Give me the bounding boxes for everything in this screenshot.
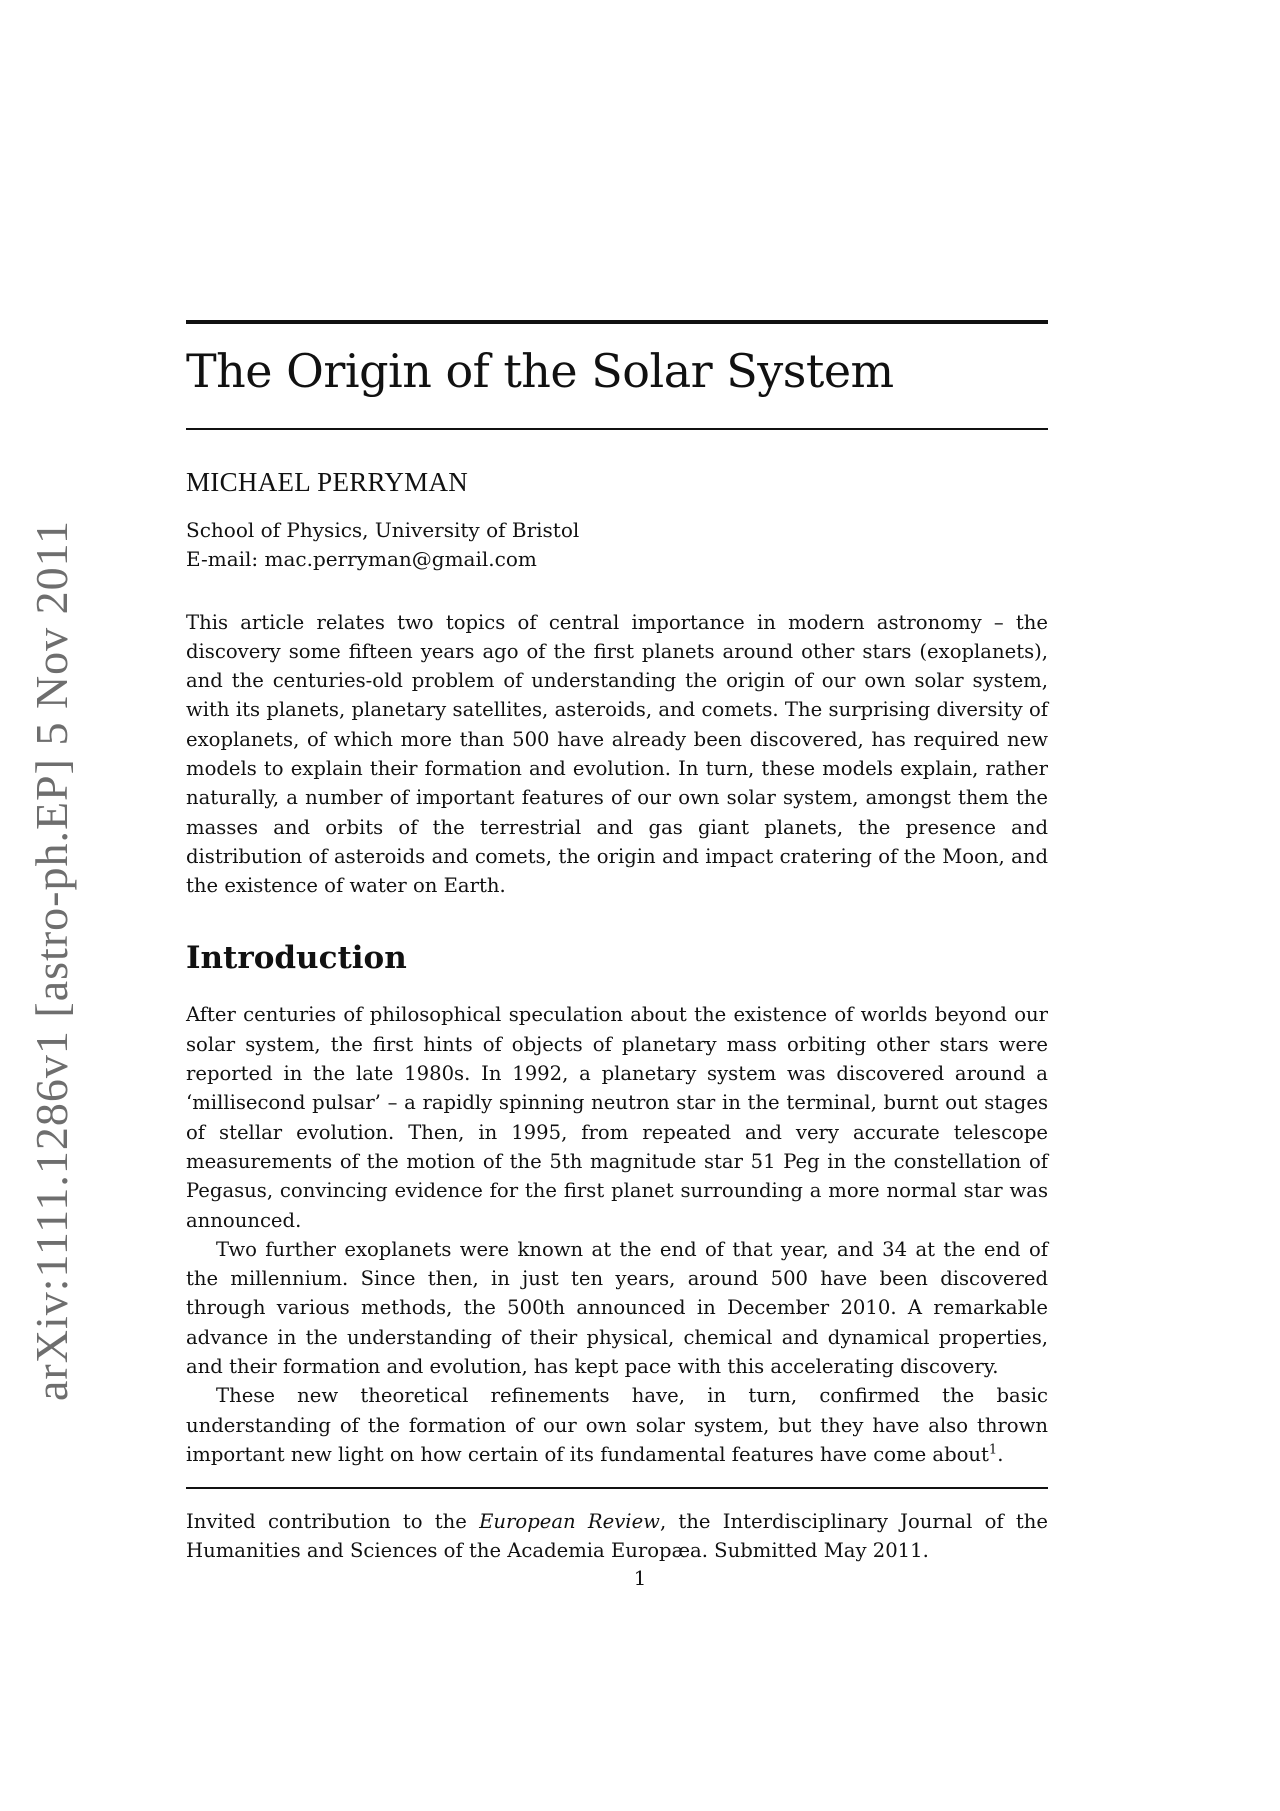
paragraph-3-text: These new theoretical refinements have, in turn, confirmed the basic understanding of the formation of our own solar system, but they have also thrown important new light on how certain of its fundamental features have come about xyxy=(186,1384,1048,1466)
arxiv-side-stamp xyxy=(6,519,96,1401)
footnote xyxy=(186,1507,1048,1566)
affiliation-block xyxy=(186,516,1048,574)
footnote-rule xyxy=(186,1487,1048,1489)
footnote-journal: European Review xyxy=(479,1509,660,1533)
paragraph-3-end: . xyxy=(997,1442,1004,1466)
introduction-body xyxy=(186,1000,1048,1469)
affiliation-email: E-mail: mac.perryman@gmail.com xyxy=(186,546,537,571)
affiliation-institution: School of Physics, University of Bristol xyxy=(186,517,580,542)
paragraph-1: After centuries of philosophical speculation about the existence of worlds beyond our solar system, the first hints of objects of planetary mass orbiting other stars were reported in the late 1980s. In 1992, a planetary system was discovered around a ‘millisecond pulsar’ – a rapidly spinning neutron star in the terminal, burnt out stages of stellar evolution. Then, in 1995, from repeated and very accurate telescope measurements of the motion of the 5th magnitude star 51 Peg in the constellation of Pegasus, convincing evidence for the first planet surrounding a more normal star was announced. xyxy=(186,1003,1048,1232)
footnote-prefix: Invited contribution to the xyxy=(186,1509,480,1533)
abstract: This article relates two topics of central importance in modern astronomy – the discovery some fifteen years ago of the first planets around other stars (exoplanets), and the centuries-old problem of understanding the origin of our own solar system, with its planets, planetary satellites, asteroids, and comets. The surprising diversity of exoplanets, of which more than 500 have already been discovered, has required new models to explain their formation and evolution. In turn, these models explain, rather naturally, a number of important features of our own solar system, amongst them the masses and orbits of the terrestrial and gas giant planets, the presence and distribution of asteroids and comets, the origin and impact cratering of the Moon, and the existence of water on Earth. xyxy=(186,610,1048,898)
page-number: 1 xyxy=(633,1566,647,1590)
paragraph-2: Two further exoplanets were known at the end of that year, and 34 at the end of the millennium. Since then, in just ten years, around 500 have been discovered through various methods, the 500th announced in December 2010. A remarkable advance in the understanding of their physical, chemical and dynamical properties, and their formation and evolution, has kept pace with this accelerating discovery. xyxy=(186,1237,1048,1379)
arxiv-identifier: arXiv:1111.1286v1 [astro-ph.EP] 5 Nov 2011 xyxy=(25,519,77,1401)
title-bottom-rule xyxy=(186,428,1048,430)
title-top-rule xyxy=(186,320,1048,324)
paper-title: The Origin of the Solar System xyxy=(186,344,894,398)
footnote-suffix: , the Interdisciplinary Journal of the Humanities and Sciences of the Academia Europæa. Submitted May 2011. xyxy=(186,1509,1048,1563)
section-heading-introduction: Introduction xyxy=(186,940,407,977)
paper-page xyxy=(186,320,1048,1565)
footnote-reference[interactable]: 1 xyxy=(988,1442,998,1458)
paragraph-3 xyxy=(186,1381,1048,1469)
author-name: MICHAEL PERRYMAN xyxy=(186,466,469,497)
